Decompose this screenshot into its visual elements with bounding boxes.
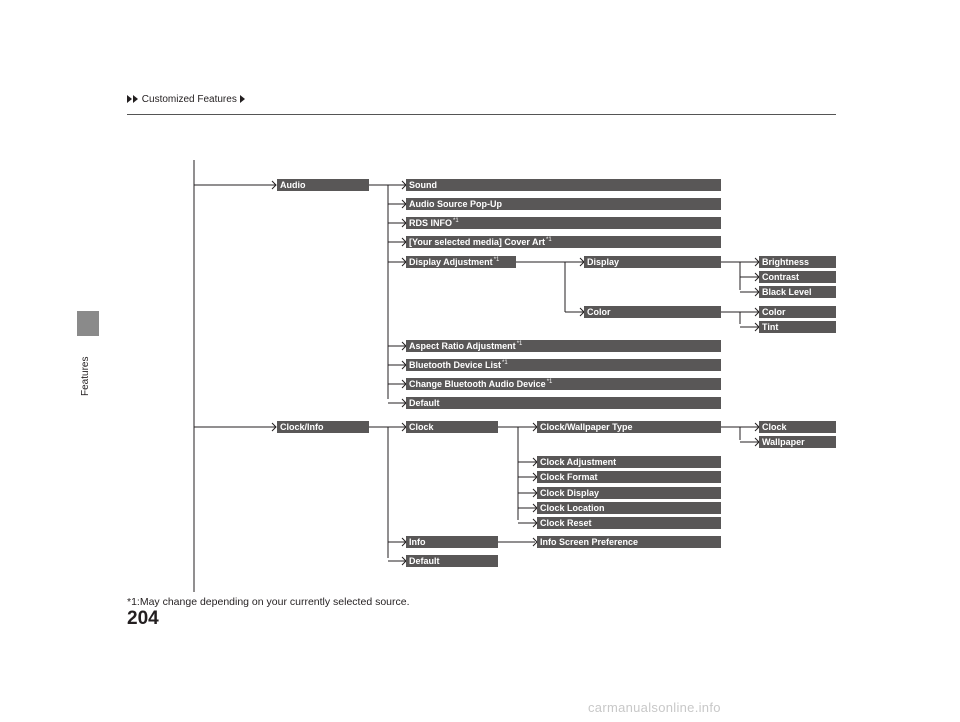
menu-item-color[interactable]: Color: [584, 306, 721, 318]
footnote-ref: *1: [516, 341, 523, 347]
menu-item-audio-source-popup[interactable]: Audio Source Pop-Up: [406, 198, 721, 210]
menu-item-wallpaper[interactable]: Wallpaper: [759, 436, 836, 448]
menu-item-contrast[interactable]: Contrast: [759, 271, 836, 283]
footnote-ref: *1: [546, 379, 553, 385]
menu-item-brightness[interactable]: Brightness: [759, 256, 836, 268]
menu-item-info[interactable]: Info: [406, 536, 498, 548]
menu-item-cover-art[interactable]: [Your selected media] Cover Art$^{*1}$: [406, 236, 721, 248]
menu-item-clock-reset[interactable]: Clock Reset: [537, 517, 721, 529]
footnote-ref: *1: [493, 257, 500, 263]
footnote-ref: *1: [453, 218, 459, 224]
menu-item-color-setting[interactable]: Color: [759, 306, 836, 318]
footnote-ref: *1: [502, 360, 508, 366]
menu-item-clock-info-default[interactable]: Default: [406, 555, 498, 567]
page-number: 204: [127, 608, 159, 629]
footnote-ref: *1: [546, 237, 552, 243]
menu-item-clock-adjustment[interactable]: Clock Adjustment: [537, 456, 721, 468]
menu-item-clock-wallpaper-type[interactable]: Clock/Wallpaper Type: [537, 421, 721, 433]
menu-item-clock[interactable]: Clock: [406, 421, 498, 433]
menu-item-sound[interactable]: Sound: [406, 179, 721, 191]
breadcrumb-label[interactable]: Customized Features: [141, 94, 237, 105]
section-tab-label: Features: [80, 356, 91, 396]
menu-item-aspect-ratio[interactable]: Aspect Ratio Adjustment$^{*1}$: [406, 340, 721, 352]
menu-item-clock-format[interactable]: Clock Format: [537, 471, 721, 483]
menu-item-info-screen-preference[interactable]: Info Screen Preference: [537, 536, 721, 548]
menu-item-clock-type[interactable]: Clock: [759, 421, 836, 433]
menu-item-tint[interactable]: Tint: [759, 321, 836, 333]
menu-item-black-level[interactable]: Black Level: [759, 286, 836, 298]
menu-item-display[interactable]: Display: [584, 256, 721, 268]
watermark: carmanualsonline.info: [588, 700, 721, 715]
menu-item-rds-info[interactable]: RDS INFO$^{*1}$: [406, 217, 721, 229]
menu-item-clock-display[interactable]: Clock Display: [537, 487, 721, 499]
menu-item-audio[interactable]: Audio: [277, 179, 369, 191]
menu-item-audio-default[interactable]: Default: [406, 397, 721, 409]
footnote: *1:May change depending on your currently selected source.: [127, 596, 410, 608]
menu-item-clock-location[interactable]: Clock Location: [537, 502, 721, 514]
menu-item-bluetooth-device-list[interactable]: Bluetooth Device List$^{*1}$: [406, 359, 721, 371]
menu-item-clock-info[interactable]: Clock/Info: [277, 421, 369, 433]
menu-item-display-adjustment[interactable]: Display Adjustment$^{*1}$: [406, 256, 516, 268]
menu-item-change-bluetooth-audio[interactable]: Change Bluetooth Audio Device$^{*1}$: [406, 378, 721, 390]
